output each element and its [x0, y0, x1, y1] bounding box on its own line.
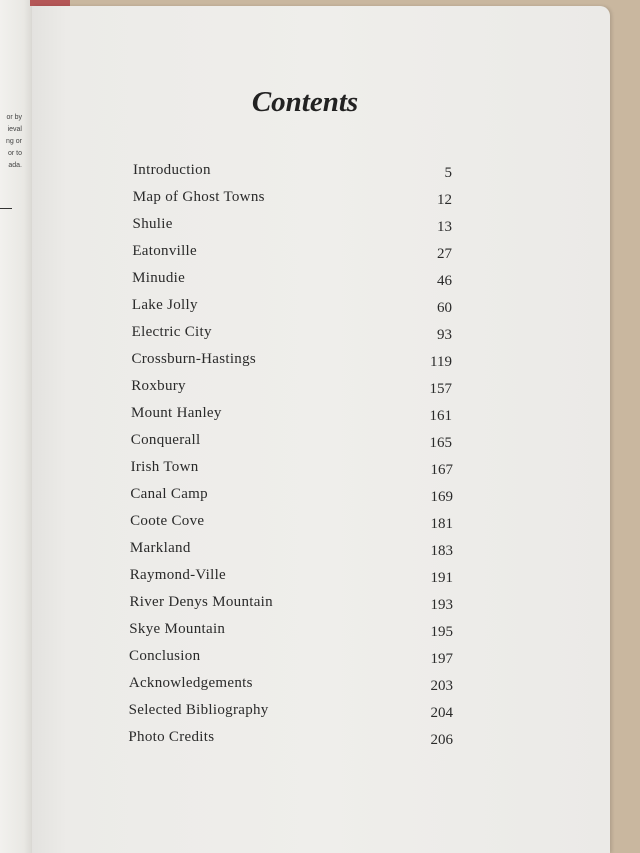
toc-entry-page: 203	[430, 678, 453, 694]
toc-entry-page: 119	[430, 354, 452, 370]
toc-entry-page: 12	[437, 192, 452, 208]
left-page-line: or by	[6, 114, 22, 121]
toc-entry-title: Introduction	[133, 162, 211, 178]
toc-entry-title: Markland	[129, 540, 191, 556]
toc-entry-page: 27	[437, 246, 452, 262]
page-title: Contents	[251, 86, 359, 118]
toc-entry-title: Coote Cove	[130, 513, 205, 529]
toc-entry-page: 169	[430, 489, 453, 505]
toc-entry-title: Conclusion	[129, 648, 201, 664]
toc-entry-title: Conquerall	[130, 432, 201, 448]
toc-entry-title: Shulie	[132, 216, 173, 232]
toc-entry-title: Mount Hanley	[131, 405, 222, 421]
toc-entry-title: Minudie	[132, 270, 186, 286]
toc-entry-title: Eatonville	[132, 243, 197, 259]
toc-entry-page: 5	[444, 165, 452, 181]
toc-entry-page: 191	[430, 570, 453, 586]
left-page-line: ieval	[7, 126, 22, 133]
toc-entry-title: River Denys Mountain	[129, 594, 273, 610]
toc-entry-page: 60	[437, 300, 452, 316]
toc-entry-page: 93	[437, 327, 452, 343]
toc-entry-page: 46	[437, 273, 452, 289]
toc-entry-title: Irish Town	[130, 459, 199, 475]
toc-entry-page: 167	[430, 462, 453, 478]
toc-entry-title: Crossburn-Hastings	[131, 351, 257, 367]
toc-entry-title: Selected Bibliography	[128, 702, 269, 718]
toc-entry-page: 161	[429, 408, 452, 424]
toc-entry-title: Electric City	[131, 324, 212, 340]
toc-entry-title: Skye Mountain	[129, 621, 226, 637]
toc-entry-page: 183	[430, 543, 453, 559]
left-page-line: ada.	[8, 162, 22, 169]
toc-entry-title: Acknowledgements	[128, 675, 253, 691]
toc-entry-page: 206	[430, 732, 453, 748]
toc-entry-title: Map of Ghost Towns	[132, 189, 265, 205]
toc-entry-page: 157	[429, 381, 452, 397]
toc-entry-page: 13	[437, 219, 452, 235]
toc-entry-page: 165	[429, 435, 452, 451]
toc-entry-title: Lake Jolly	[131, 297, 198, 313]
toc-entry-page: 197	[430, 651, 453, 667]
toc-entry-page: 181	[430, 516, 453, 532]
toc-entry-page: 204	[430, 705, 453, 721]
toc-entry-page: 193	[430, 597, 453, 613]
left-page-line: ng or	[6, 138, 22, 145]
toc-entry-title: Photo Credits	[128, 729, 215, 745]
left-page-line: or to	[7, 150, 22, 157]
toc-entry-page: 195	[430, 624, 453, 640]
toc-entry-title: Canal Camp	[130, 486, 208, 502]
toc-entry-title: Roxbury	[131, 378, 186, 394]
toc-entry-title: Raymond-Ville	[129, 567, 227, 583]
